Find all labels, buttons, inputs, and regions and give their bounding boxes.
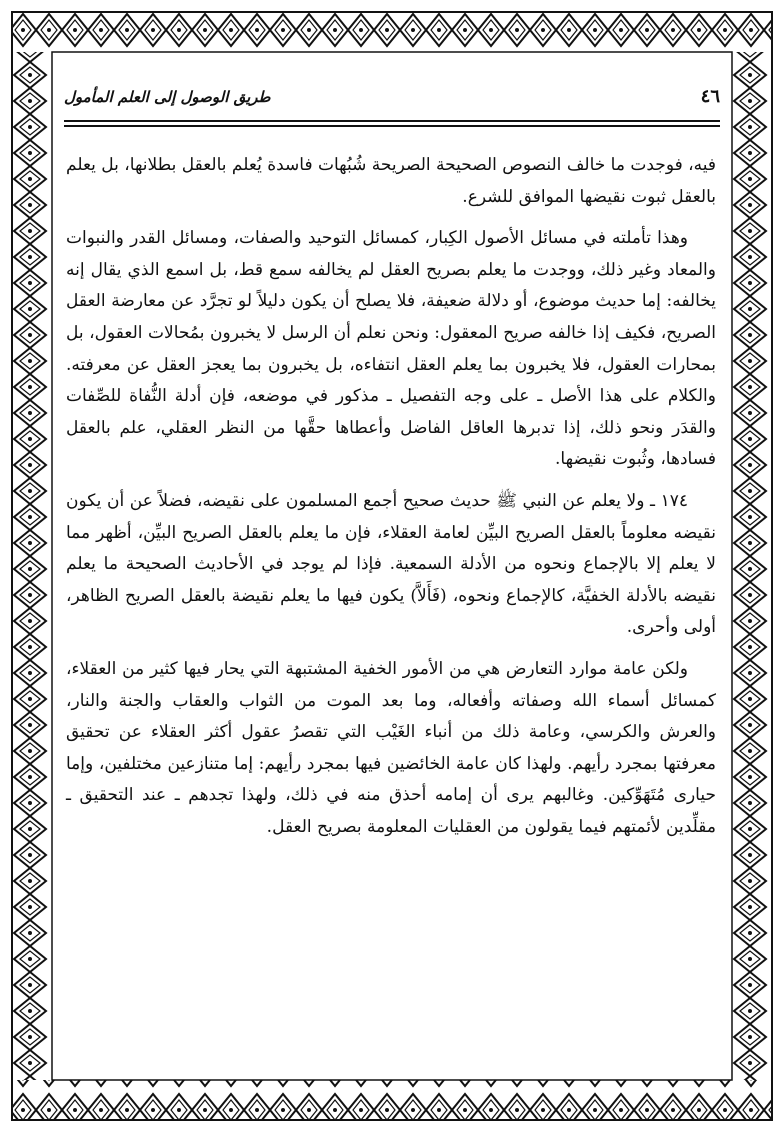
running-title: طريق الوصول إلى العلم المأمول [64,88,271,106]
paragraph: ١٧٤ ـ ولا يعلم عن النبي ﷺ حديث صحيح أجمع المسلمون على نقيضه، فضلاً عن أن يكون نقيضه معلوماً بالعقل الصريح البيِّن لعامة العقلاء، فإن ما يعلم بالعقل الصريح البيِّن، أظهر مما لا يعلم إلا بالإجماع ونحوه من الأدلة السمعية. فإذا لم يوجد في الأحاديث الصحيحة ما يعلم نقيضه بالأدلة الخفيَّة، كالإجماع ونحوه، (فَأَلاَّ) يكون فيها ما يعلم نقيضة بالعقل الصريح الظاهر، أولى وأحرى. [66,490,716,638]
header-rule-thin [64,125,720,127]
paragraph: ولكن عامة موارد التعارض هي من الأمور الخفية المشتبهة التي يحار فيها كثير من العقلاء، كمسائل أسماء الله وصفاته وأفعاله، وما بعد الموت من الثواب والعقاب والجنة والنار، والعرش والكرسي، وعامة ذلك من أنباء الغَيْب التي تقصرُ عقول أكثر العقلاء عن تحقيق معرفتها بمجرد رأيهم. ولهذا كان عامة الخائضين فيها بمجرد رأيهم: إما متنازعين مختلفين، وإما حيارى مُتَهَوِّكين. وغالبهم يرى أن إمامه أحذق منه في ذلك، ولهذا تجدهم ـ عند التحقيق ـ مقلِّدين لأئمتهم فيما يقولون من العقليات المعلومة بصريح العقل. [66,658,716,837]
header-rule-thick [64,120,720,122]
page-number: ٤٦ [700,86,720,107]
page-body [66,150,716,853]
paragraph: وهذا تأملته في مسائل الأصول الكِبار، كمسائل التوحيد والصفات، ومسائل القدر والنبوات والمعاد وغير ذلك، ووجدت ما يعلم بصريح العقل لم يخالفه سمع قط، بل اسمع الذي يقال إنه يخالفه: إما حديث موضوع، أو دلالة ضعيفة، فلا يصلح أن يكون دليلاً لو تجرَّد عن معارضة العقل الصريح، فكيف إذا خالفه صريح المعقول: ونحن نعلم أن الرسل لا يخبرون بمُحالات العقول، بل بمحارات العقول، فلا يخبرون بما يعلم العقل انتفاءه، بل يخبرون بما يعجز العقل عن معرفته. والكلام على هذا الأصل ـ على وجه التفصيل ـ مذكور في موضعه، فإن أدلة النُّفاة للصِّفات والقدَر ونحو ذلك، إذا تدبرها العاقل الفاضل وأعطاها حقَّها من النظر العقلي، علم بالعقل فسادها، وثُبوت نقيضها. [66,228,716,470]
paragraph: فيه، فوجدت ما خالف النصوص الصحيحة الصريحة شُبُهات فاسدة يُعلم بالعقل بطلانها، بل يعلم بالعقل ثبوت نقيضها الموافق للشرع. [66,155,716,207]
